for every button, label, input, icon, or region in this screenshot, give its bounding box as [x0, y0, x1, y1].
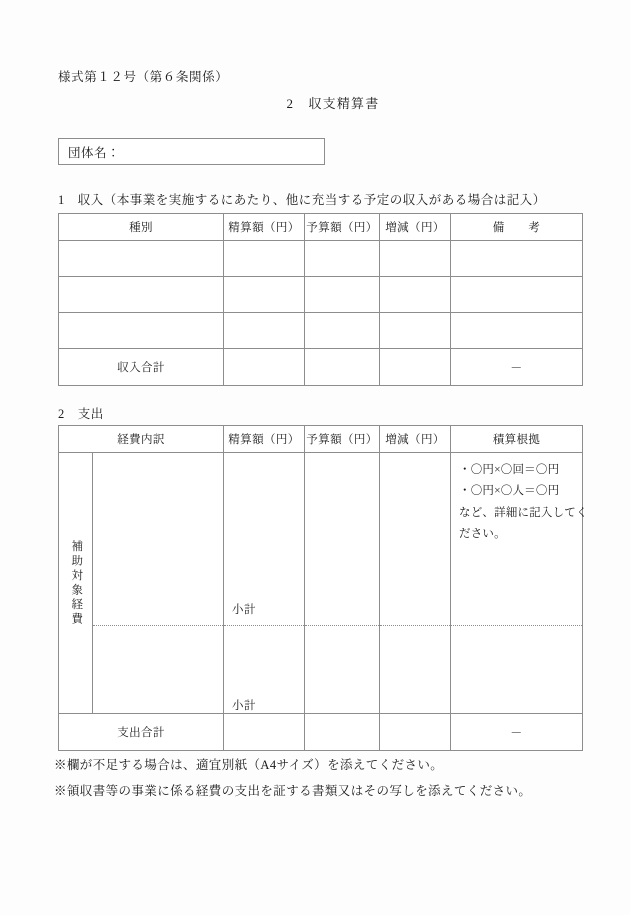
expense-table-header-row: [59, 426, 582, 452]
expense-subtotal-label-2: 小計: [232, 700, 256, 712]
expense-header-seisan: 精算額（円）: [223, 426, 304, 452]
organization-name-field[interactable]: [58, 138, 325, 165]
income-header-zogen: 増減（円）: [379, 214, 450, 240]
expense-col-yosan[interactable]: [304, 453, 379, 713]
income-total-yosan[interactable]: [304, 349, 379, 385]
income-header-type: 種別: [129, 222, 153, 234]
footer-note-2: ※領収書等の事業に係る経費の支出を証する書類又はその写しを添えてください。: [54, 784, 532, 798]
block-divider: [93, 625, 223, 626]
expense-columns: [93, 453, 588, 713]
income-cell-seisan[interactable]: [223, 241, 304, 276]
expense-body: [59, 452, 588, 713]
income-cell-bikou[interactable]: [450, 241, 582, 276]
form-number: 様式第１２号（第６条関係）: [58, 70, 229, 84]
income-total-zogen[interactable]: [379, 349, 450, 385]
income-total-label: 収入合計: [117, 362, 165, 374]
expense-col-seisan[interactable]: [223, 453, 304, 713]
expense-header-kyosan: 積算根拠: [450, 426, 582, 452]
income-table: [58, 213, 583, 386]
expense-header-zogen: 増減（円）: [379, 426, 450, 452]
income-cell-yosan[interactable]: [304, 277, 379, 312]
expense-header-yosan: 予算額（円）: [304, 426, 379, 452]
basis-note-line-3: など、詳細に記入してく: [459, 506, 588, 519]
subsidy-target-expense-label: [59, 453, 93, 713]
income-total-bikou: －: [450, 349, 582, 385]
income-section-caption: 1 収入（本事業を実施するにあたり、他に充当する予定の収入がある場合は記入）: [58, 193, 546, 207]
income-cell-yosan[interactable]: [304, 241, 379, 276]
income-cell-type[interactable]: [59, 313, 223, 348]
table-row[interactable]: [59, 276, 582, 312]
basis-note-line-1: ・〇円×〇回＝〇円: [459, 464, 560, 476]
expense-section-caption: 2 支出: [58, 407, 104, 421]
block-divider: [305, 625, 379, 626]
income-cell-zogen[interactable]: [379, 277, 450, 312]
income-cell-seisan[interactable]: [223, 313, 304, 348]
expense-header-breakdown: 経費内訳: [117, 434, 165, 446]
expense-table: [58, 425, 588, 751]
income-header-bikou: 備 考: [450, 214, 582, 240]
income-cell-bikou[interactable]: [450, 277, 582, 312]
expense-subtotal-label-1: 小計: [232, 604, 256, 616]
table-row[interactable]: [59, 312, 582, 348]
expense-col-breakdown[interactable]: [93, 453, 223, 713]
basis-note-line-4: ださい。: [459, 527, 506, 540]
income-cell-type[interactable]: [59, 241, 223, 276]
expense-total-kyosan: －: [450, 714, 582, 750]
income-cell-yosan[interactable]: [304, 313, 379, 348]
calculation-basis-note: [459, 460, 588, 545]
income-table-header-row: [59, 214, 582, 240]
basis-note-line-2: ・〇円×〇人＝〇円: [459, 485, 560, 498]
expense-col-zogen[interactable]: [379, 453, 450, 713]
organization-name-label: 団体名：: [68, 145, 121, 160]
income-total-seisan[interactable]: [223, 349, 304, 385]
income-header-seisan: 精算額（円）: [223, 214, 304, 240]
income-cell-zogen[interactable]: [379, 241, 450, 276]
expense-total-zogen[interactable]: [379, 714, 450, 750]
expense-total-yosan[interactable]: [304, 714, 379, 750]
expense-total-label: 支出合計: [117, 727, 165, 739]
block-divider: [451, 625, 582, 626]
expense-total-row: [59, 713, 582, 750]
block-divider: [380, 625, 450, 626]
income-total-row: [59, 348, 582, 385]
block-divider: [224, 625, 304, 626]
income-cell-type[interactable]: [59, 277, 223, 312]
table-row[interactable]: [59, 240, 582, 276]
expense-col-kyosan[interactable]: [450, 453, 588, 713]
subsidy-target-expense-text: 補助対象経費: [70, 539, 83, 627]
page-title: 2 収支精算書: [286, 96, 380, 111]
income-cell-bikou[interactable]: [450, 313, 582, 348]
expense-total-seisan[interactable]: [223, 714, 304, 750]
income-cell-zogen[interactable]: [379, 313, 450, 348]
income-header-yosan: 予算額（円）: [304, 214, 379, 240]
footer-note-1: ※欄が不足する場合は、適宜別紙（A4サイズ）を添えてください。: [54, 758, 444, 772]
income-cell-seisan[interactable]: [223, 277, 304, 312]
